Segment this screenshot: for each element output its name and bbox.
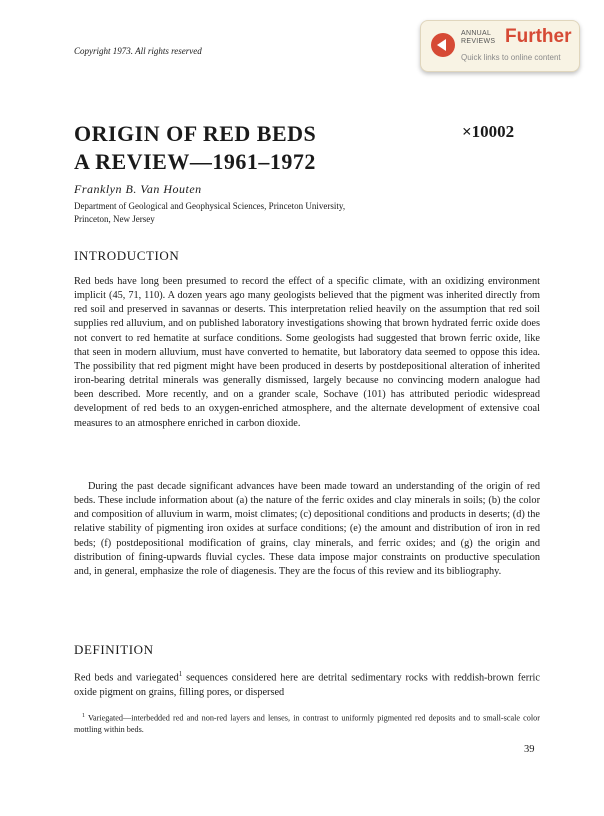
footnote <box>74 711 540 736</box>
section-heading-introduction: INTRODUCTION <box>74 248 180 263</box>
reviews-label: REVIEWS <box>461 38 496 45</box>
copyright-notice: Copyright 1973. All rights reserved <box>74 46 202 56</box>
footnote-text: Variegated—interbedded red and non-red layers and lenses, in contrast to uniformly pigmented red deposits and to small-scale color mottling within beds. <box>74 713 540 735</box>
article-title <box>74 120 316 176</box>
author-affiliation <box>74 200 454 226</box>
affiliation-line-1: Department of Geological and Geophysical Sciences, Princeton University, <box>74 201 346 211</box>
definition-paragraph-1 <box>74 667 540 700</box>
definition-text-rest: sequences considered here are detrital sedimentary rocks with reddish-brown ferric oxide pigment on grains, filling pores, or dispersed <box>74 672 540 698</box>
annual-label: ANNUAL <box>461 30 492 37</box>
section-heading-definition: DEFINITION <box>74 642 154 657</box>
footnote-reference: 1 <box>178 670 183 678</box>
introduction-paragraph-1: Red beds have long been presumed to record the effect of a specific climate, with an oxidizing environment implicit (45, 71, 110). A dozen years ago many geologists believed that the pigment was inherited directly from red soil and preserved in savannas or deserts. This interpretation relied heavily on the assumption that red soil supplies red alluvium, and on published laboratory investigations showing that brown hydrated ferric oxide does not convert to red hematite at surface conditions. Some geologists had suggested that brown ferric oxide, like that seen in modern alluvium, must have converted to hematite, but laboratory data seemed to oppose this idea. The possibility that red pigment might have been produced in deserts by postdepositional alteration of inherited iron-bearing detrital minerals was generally dismissed, largely because no convincing modern analogue had been described. More recently, and on a grander scale, Sochave (101) has attributed periodic widespread development of red beds to an oxygen-enriched atmosphere, and the alternate development of extensive coal measures to an atmosphere enriched in carbon dioxide. <box>74 276 540 429</box>
play-arrow-icon <box>431 33 455 57</box>
introduction-paragraph-2: During the past decade significant advances have been made toward an understanding of the origin of red beds. These include information about (a) the nature of the ferric oxides and clay minerals in soils; (b) the color and composition of alluvium in warm, moist climates; (c) depositional conditions and products in deserts; (d) the relative stability of pigmenting iron oxides at surface conditions; (e) the amount and distribution of iron in red beds; (f) postdepositional modification of grains, clay minerals, and ferric oxides; and (g) the origin and distribution of fining-upwards fluvial cycles. These data impose major constraints on productive speculation and, in general, emphasize the role of diagenesis. They are the focus of this review and its bibliography. <box>74 481 540 577</box>
definition-text-start: Red beds and variegated <box>74 672 179 684</box>
annual-reviews-further-widget[interactable] <box>420 20 580 72</box>
annual-reviews-label <box>461 30 495 46</box>
author-name: Franklyn B. Van Houten <box>74 182 202 196</box>
footnote-marker: 1 <box>82 713 85 719</box>
title-line-2: A REVIEW—1961–1972 <box>74 149 316 174</box>
title-line-1: ORIGIN OF RED BEDS <box>74 121 317 146</box>
page-number: 39 <box>524 744 535 755</box>
affiliation-line-2: Princeton, New Jersey <box>74 214 155 224</box>
article-number: ×10002 <box>462 122 515 141</box>
further-logo-text: Further <box>505 26 572 47</box>
quick-links-text: Quick links to online content <box>461 53 561 62</box>
